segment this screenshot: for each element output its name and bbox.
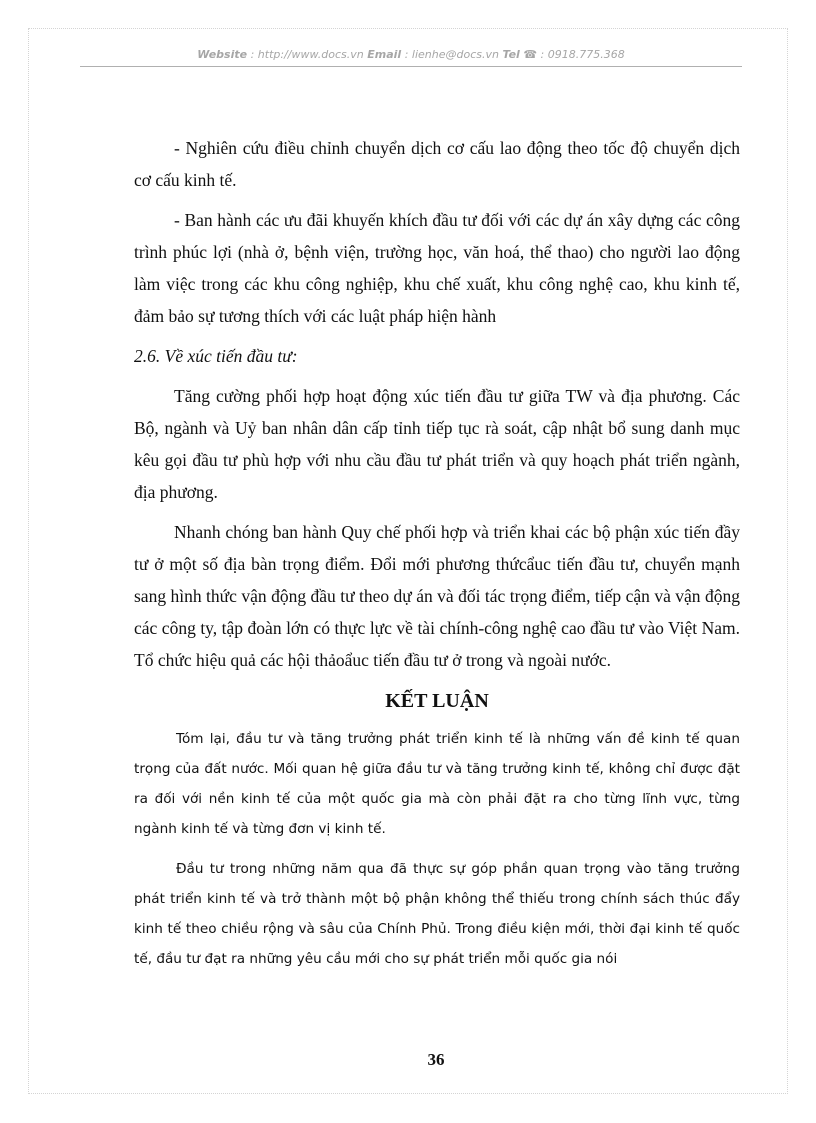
email-label: Email — [367, 48, 402, 61]
paragraph-labor-structure: - Nghiên cứu điều chỉnh chuyển dịch cơ cấu lao động theo tốc độ chuyển dịch cơ cấu kinh tế. — [134, 138, 740, 190]
phone-icon: ☎ — [523, 48, 538, 61]
paragraph-conclusion-investment: Đầu tư trong những năm qua đã thực sự góp phần quan trọng vào tăng trưởng phát triển kinh tế và trở thành một bộ phận không thể thiếu trong chính sách thúc đẩy kinh tế theo chiều rộng và sâu của Chính Phủ. Trong điều kiện mới, thời đại kinh tế quốc tế, đầu tư đạt ra những yêu cầu mới cho sự phát triển mỗi quốc gia nói — [134, 861, 740, 967]
paragraph-promotion-regulation: Nhanh chóng ban hành Quy chế phối hợp và triển khai các bộ phận xúc tiến đầy tư ở một số địa bàn trọng điểm. Đổi mới phương thứcẩuc tiến đầu tư, chuyển mạnh sang hình thức vận động đầu tư theo dự án và đối tác trọng điểm, tiếp cận và vận động các công ty, tập đoàn lớn có thực lực về tài chính-công nghệ cao đầu tư vào Việt Nam. Tổ chức hiệu quả các hội thảoẩuc tiến đầu tư ở trong và ngoài nước. — [134, 522, 740, 670]
page-number: 36 — [427, 1050, 445, 1069]
tel-value: : 0918.775.368 — [537, 48, 625, 61]
paragraph-welfare-incentives: - Ban hành các ưu đãi khuyến khích đầu tư đối với các dự án xây dựng các công trình phúc lợi (nhà ở, bệnh viện, trường học, văn hoá, thể thao) cho người lao động làm việc trong các khu công nghiệp, khu chế xuất, khu công nghệ cao, khu kinh tế, đảm bảo sự tương thích với các luật pháp hiện hành — [134, 210, 740, 326]
website-label: Website — [197, 48, 248, 61]
conclusion-title: KẾT LUẬN — [385, 690, 489, 712]
header-divider — [80, 66, 742, 67]
paragraph-investment-promotion: Tăng cường phối hợp hoạt động xúc tiến đầu tư giữa TW và địa phương. Các Bộ, ngành và Uỷ ban nhân dân cấp tỉnh tiếp tục rà soát, cập nhật bổ sung danh mục kêu gọi đầu tư phù hợp với nhu cầu đầu tư phát triển và quy hoạch phát triển ngành, địa phương. — [134, 386, 740, 502]
page-content — [134, 132, 740, 984]
section-heading: 2.6. Về xúc tiến đầu tư: — [134, 346, 298, 366]
tel-label: Tel — [502, 48, 520, 61]
page-header — [80, 48, 742, 61]
email-value: : lienhe@docs.vn — [401, 48, 503, 61]
website-value: : http://www.docs.vn — [247, 48, 368, 61]
paragraph-conclusion-summary: Tóm lại, đầu tư và tăng trưởng phát triển kinh tế là những vấn đề kinh tế quan trọng của đất nước. Mối quan hệ giữa đầu tư và tăng trưởng kinh tế, không chỉ được đặt ra đối với nền kinh tế của một quốc gia mà còn phải đặt ra cho từng lĩnh vực, từng ngành kinh tế và từng đơn vị kinh tế. — [134, 731, 740, 837]
